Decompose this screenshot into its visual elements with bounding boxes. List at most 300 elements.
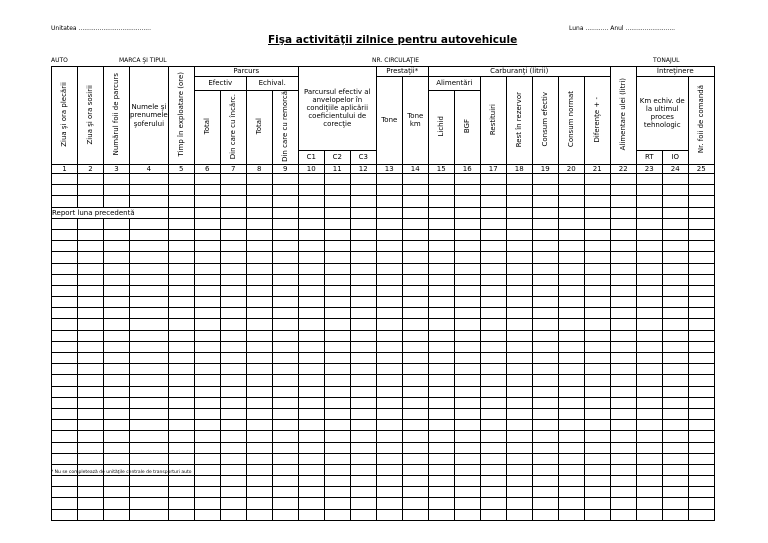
- table-cell[interactable]: [402, 453, 428, 464]
- table-cell[interactable]: [662, 229, 688, 240]
- table-cell[interactable]: [78, 453, 104, 464]
- table-cell[interactable]: [324, 375, 350, 386]
- table-cell[interactable]: [454, 274, 480, 285]
- table-cell[interactable]: [688, 375, 714, 386]
- table-cell[interactable]: [532, 364, 558, 375]
- table-cell[interactable]: [376, 185, 402, 196]
- table-cell[interactable]: [78, 174, 104, 185]
- table-cell[interactable]: [298, 330, 324, 341]
- table-cell[interactable]: [688, 476, 714, 487]
- table-cell[interactable]: [610, 498, 636, 509]
- table-cell[interactable]: [194, 431, 220, 442]
- table-cell[interactable]: [130, 229, 169, 240]
- table-cell[interactable]: [480, 420, 506, 431]
- table-cell[interactable]: [376, 476, 402, 487]
- table-cell[interactable]: [52, 341, 78, 352]
- table-cell[interactable]: [130, 498, 169, 509]
- table-cell[interactable]: [610, 185, 636, 196]
- table-cell[interactable]: [194, 229, 220, 240]
- table-cell[interactable]: [298, 364, 324, 375]
- table-cell[interactable]: [376, 408, 402, 419]
- table-cell[interactable]: [402, 487, 428, 498]
- table-cell[interactable]: [402, 509, 428, 520]
- table-cell[interactable]: [194, 498, 220, 509]
- table-cell[interactable]: [584, 174, 610, 185]
- table-cell[interactable]: [636, 174, 662, 185]
- table-cell[interactable]: [532, 453, 558, 464]
- table-cell[interactable]: [78, 364, 104, 375]
- table-cell[interactable]: [324, 498, 350, 509]
- table-cell[interactable]: [610, 487, 636, 498]
- table-cell[interactable]: [104, 308, 130, 319]
- table-cell[interactable]: [688, 498, 714, 509]
- table-cell[interactable]: [78, 341, 104, 352]
- table-cell[interactable]: [688, 330, 714, 341]
- table-cell[interactable]: [688, 274, 714, 285]
- table-cell[interactable]: [532, 353, 558, 364]
- table-cell[interactable]: [220, 263, 246, 274]
- table-cell[interactable]: [350, 218, 376, 229]
- table-cell[interactable]: [402, 274, 428, 285]
- table-cell[interactable]: [454, 185, 480, 196]
- table-cell[interactable]: [376, 386, 402, 397]
- table-cell[interactable]: [428, 464, 454, 475]
- table-cell[interactable]: [52, 218, 78, 229]
- table-cell[interactable]: [104, 386, 130, 397]
- table-cell[interactable]: [584, 353, 610, 364]
- table-cell[interactable]: [506, 319, 532, 330]
- table-cell[interactable]: [220, 408, 246, 419]
- table-cell[interactable]: [506, 487, 532, 498]
- table-cell[interactable]: [610, 397, 636, 408]
- table-cell[interactable]: [584, 319, 610, 330]
- table-cell[interactable]: [610, 408, 636, 419]
- table-cell[interactable]: [78, 330, 104, 341]
- table-cell[interactable]: [662, 442, 688, 453]
- table-cell[interactable]: [376, 509, 402, 520]
- table-cell[interactable]: [688, 174, 714, 185]
- table-cell[interactable]: [532, 174, 558, 185]
- table-cell[interactable]: [610, 375, 636, 386]
- table-cell[interactable]: [130, 218, 169, 229]
- table-cell[interactable]: [584, 274, 610, 285]
- table-cell[interactable]: [428, 408, 454, 419]
- table-cell[interactable]: [584, 196, 610, 207]
- table-cell[interactable]: [104, 364, 130, 375]
- table-cell[interactable]: [636, 330, 662, 341]
- table-cell[interactable]: [532, 431, 558, 442]
- table-cell[interactable]: [428, 196, 454, 207]
- table-cell[interactable]: [428, 218, 454, 229]
- table-cell[interactable]: [558, 319, 584, 330]
- table-cell[interactable]: [272, 364, 298, 375]
- table-cell[interactable]: [688, 229, 714, 240]
- table-cell[interactable]: [506, 207, 532, 218]
- table-cell[interactable]: [558, 408, 584, 419]
- table-cell[interactable]: [104, 498, 130, 509]
- table-cell[interactable]: [104, 420, 130, 431]
- table-cell[interactable]: [298, 185, 324, 196]
- table-cell[interactable]: [480, 464, 506, 475]
- table-cell[interactable]: [480, 218, 506, 229]
- table-cell[interactable]: [130, 431, 169, 442]
- table-cell[interactable]: [350, 453, 376, 464]
- table-cell[interactable]: [532, 185, 558, 196]
- table-cell[interactable]: [506, 464, 532, 475]
- table-cell[interactable]: [662, 196, 688, 207]
- table-cell[interactable]: [688, 487, 714, 498]
- table-cell[interactable]: [220, 498, 246, 509]
- table-cell[interactable]: [246, 386, 272, 397]
- table-cell[interactable]: [402, 408, 428, 419]
- table-cell[interactable]: [610, 252, 636, 263]
- table-cell[interactable]: [454, 464, 480, 475]
- table-cell[interactable]: [298, 308, 324, 319]
- table-cell[interactable]: [324, 420, 350, 431]
- table-cell[interactable]: [558, 364, 584, 375]
- table-cell[interactable]: [324, 431, 350, 442]
- table-cell[interactable]: [78, 498, 104, 509]
- table-cell[interactable]: [402, 319, 428, 330]
- table-cell[interactable]: [350, 174, 376, 185]
- table-cell[interactable]: [272, 207, 298, 218]
- table-cell[interactable]: [324, 509, 350, 520]
- table-cell[interactable]: [480, 207, 506, 218]
- table-cell[interactable]: [52, 487, 78, 498]
- table-cell[interactable]: [558, 308, 584, 319]
- table-cell[interactable]: [376, 375, 402, 386]
- table-cell[interactable]: [610, 364, 636, 375]
- table-cell[interactable]: [610, 353, 636, 364]
- table-cell[interactable]: [662, 218, 688, 229]
- table-cell[interactable]: [324, 408, 350, 419]
- table-cell[interactable]: [688, 241, 714, 252]
- table-cell[interactable]: [636, 386, 662, 397]
- table-cell[interactable]: [402, 476, 428, 487]
- table-cell[interactable]: [168, 308, 194, 319]
- table-cell[interactable]: [688, 431, 714, 442]
- table-cell[interactable]: [350, 487, 376, 498]
- table-cell[interactable]: [688, 196, 714, 207]
- table-cell[interactable]: [130, 341, 169, 352]
- table-cell[interactable]: [558, 196, 584, 207]
- table-cell[interactable]: [194, 174, 220, 185]
- table-cell[interactable]: [532, 386, 558, 397]
- table-cell[interactable]: [52, 263, 78, 274]
- table-cell[interactable]: [78, 185, 104, 196]
- table-cell[interactable]: [168, 386, 194, 397]
- table-cell[interactable]: [480, 241, 506, 252]
- table-cell[interactable]: [350, 274, 376, 285]
- table-cell[interactable]: [402, 397, 428, 408]
- table-cell[interactable]: [558, 397, 584, 408]
- table-cell[interactable]: [52, 229, 78, 240]
- table-cell[interactable]: [350, 185, 376, 196]
- table-cell[interactable]: [130, 319, 169, 330]
- table-cell[interactable]: [246, 297, 272, 308]
- table-cell[interactable]: [558, 285, 584, 296]
- table-cell[interactable]: [130, 353, 169, 364]
- table-cell[interactable]: [78, 285, 104, 296]
- table-cell[interactable]: [272, 218, 298, 229]
- table-cell[interactable]: [506, 263, 532, 274]
- table-cell[interactable]: [636, 229, 662, 240]
- table-cell[interactable]: [428, 476, 454, 487]
- table-cell[interactable]: [324, 252, 350, 263]
- table-cell[interactable]: [220, 353, 246, 364]
- table-cell[interactable]: [272, 453, 298, 464]
- table-cell[interactable]: [610, 420, 636, 431]
- table-cell[interactable]: [688, 263, 714, 274]
- table-cell[interactable]: [376, 319, 402, 330]
- table-cell[interactable]: [402, 431, 428, 442]
- table-cell[interactable]: [324, 487, 350, 498]
- table-cell[interactable]: [104, 196, 130, 207]
- table-cell[interactable]: [298, 241, 324, 252]
- table-cell[interactable]: [688, 285, 714, 296]
- table-cell[interactable]: [480, 229, 506, 240]
- table-cell[interactable]: [428, 229, 454, 240]
- table-cell[interactable]: [584, 285, 610, 296]
- table-cell[interactable]: [506, 274, 532, 285]
- table-cell[interactable]: [558, 185, 584, 196]
- table-cell[interactable]: [298, 341, 324, 352]
- table-cell[interactable]: [584, 185, 610, 196]
- table-cell[interactable]: [104, 218, 130, 229]
- table-cell[interactable]: [104, 252, 130, 263]
- table-cell[interactable]: [324, 464, 350, 475]
- table-cell[interactable]: [558, 464, 584, 475]
- table-cell[interactable]: [272, 174, 298, 185]
- table-cell[interactable]: [246, 476, 272, 487]
- table-cell[interactable]: [246, 408, 272, 419]
- table-cell[interactable]: [428, 397, 454, 408]
- table-cell[interactable]: [610, 308, 636, 319]
- table-cell[interactable]: [532, 285, 558, 296]
- table-cell[interactable]: [298, 375, 324, 386]
- table-cell[interactable]: [636, 464, 662, 475]
- table-cell[interactable]: [402, 263, 428, 274]
- table-cell[interactable]: [298, 408, 324, 419]
- table-cell[interactable]: [610, 464, 636, 475]
- table-cell[interactable]: [480, 353, 506, 364]
- table-cell[interactable]: [194, 263, 220, 274]
- table-cell[interactable]: [246, 174, 272, 185]
- table-cell[interactable]: [350, 386, 376, 397]
- table-cell[interactable]: [662, 341, 688, 352]
- table-cell[interactable]: [168, 364, 194, 375]
- table-cell[interactable]: [272, 509, 298, 520]
- table-cell[interactable]: [220, 431, 246, 442]
- table-cell[interactable]: [130, 241, 169, 252]
- table-cell[interactable]: [194, 252, 220, 263]
- table-cell[interactable]: [376, 207, 402, 218]
- table-cell[interactable]: [130, 252, 169, 263]
- table-cell[interactable]: [324, 229, 350, 240]
- table-cell[interactable]: [428, 420, 454, 431]
- table-cell[interactable]: [298, 420, 324, 431]
- table-cell[interactable]: [688, 185, 714, 196]
- table-cell[interactable]: [246, 229, 272, 240]
- table-cell[interactable]: [168, 408, 194, 419]
- table-cell[interactable]: [558, 487, 584, 498]
- table-cell[interactable]: [52, 408, 78, 419]
- table-cell[interactable]: [194, 375, 220, 386]
- table-cell[interactable]: [298, 397, 324, 408]
- table-cell[interactable]: [78, 229, 104, 240]
- table-cell[interactable]: [350, 196, 376, 207]
- table-cell[interactable]: [246, 353, 272, 364]
- table-cell[interactable]: [246, 218, 272, 229]
- table-cell[interactable]: [662, 464, 688, 475]
- table-cell[interactable]: [428, 364, 454, 375]
- table-cell[interactable]: [52, 174, 78, 185]
- table-cell[interactable]: [78, 431, 104, 442]
- table-cell[interactable]: [298, 476, 324, 487]
- table-cell[interactable]: [52, 252, 78, 263]
- table-cell[interactable]: [246, 274, 272, 285]
- table-cell[interactable]: [480, 386, 506, 397]
- table-cell[interactable]: [454, 241, 480, 252]
- table-cell[interactable]: [376, 274, 402, 285]
- table-cell[interactable]: [662, 185, 688, 196]
- table-cell[interactable]: [454, 408, 480, 419]
- table-cell[interactable]: [168, 487, 194, 498]
- table-cell[interactable]: [78, 252, 104, 263]
- table-cell[interactable]: [454, 229, 480, 240]
- table-cell[interactable]: [454, 308, 480, 319]
- table-cell[interactable]: [402, 185, 428, 196]
- table-cell[interactable]: [324, 319, 350, 330]
- table-cell[interactable]: [130, 285, 169, 296]
- table-cell[interactable]: [194, 308, 220, 319]
- table-cell[interactable]: [662, 207, 688, 218]
- table-cell[interactable]: [428, 241, 454, 252]
- table-cell[interactable]: [272, 229, 298, 240]
- table-cell[interactable]: [350, 442, 376, 453]
- table-cell[interactable]: [610, 229, 636, 240]
- table-cell[interactable]: [194, 218, 220, 229]
- table-cell[interactable]: [130, 263, 169, 274]
- table-cell[interactable]: [506, 353, 532, 364]
- table-cell[interactable]: [636, 498, 662, 509]
- table-cell[interactable]: [584, 241, 610, 252]
- table-cell[interactable]: [454, 420, 480, 431]
- table-cell[interactable]: [220, 364, 246, 375]
- table-cell[interactable]: [688, 464, 714, 475]
- table-cell[interactable]: [246, 431, 272, 442]
- table-cell[interactable]: [350, 431, 376, 442]
- table-cell[interactable]: [168, 174, 194, 185]
- table-cell[interactable]: [610, 442, 636, 453]
- table-cell[interactable]: [688, 453, 714, 464]
- table-cell[interactable]: [558, 241, 584, 252]
- table-cell[interactable]: [298, 263, 324, 274]
- table-cell[interactable]: [52, 330, 78, 341]
- table-cell[interactable]: [104, 375, 130, 386]
- table-cell[interactable]: [194, 196, 220, 207]
- table-cell[interactable]: [168, 375, 194, 386]
- table-cell[interactable]: [246, 252, 272, 263]
- table-cell[interactable]: [220, 196, 246, 207]
- table-cell[interactable]: [298, 274, 324, 285]
- table-cell[interactable]: [376, 330, 402, 341]
- table-cell[interactable]: [428, 375, 454, 386]
- table-cell[interactable]: [532, 308, 558, 319]
- table-cell[interactable]: [104, 453, 130, 464]
- table-cell[interactable]: [52, 297, 78, 308]
- table-cell[interactable]: [480, 196, 506, 207]
- table-cell[interactable]: [662, 453, 688, 464]
- table-cell[interactable]: [130, 453, 169, 464]
- table-cell[interactable]: [272, 431, 298, 442]
- table-cell[interactable]: [480, 487, 506, 498]
- table-cell[interactable]: [662, 308, 688, 319]
- table-cell[interactable]: [324, 285, 350, 296]
- table-cell[interactable]: [104, 241, 130, 252]
- table-cell[interactable]: [220, 274, 246, 285]
- table-cell[interactable]: [376, 263, 402, 274]
- table-cell[interactable]: [350, 263, 376, 274]
- table-cell[interactable]: [194, 297, 220, 308]
- table-cell[interactable]: [428, 308, 454, 319]
- table-cell[interactable]: [558, 174, 584, 185]
- table-cell[interactable]: [428, 330, 454, 341]
- table-cell[interactable]: [220, 185, 246, 196]
- table-cell[interactable]: [324, 364, 350, 375]
- table-cell[interactable]: [246, 487, 272, 498]
- table-cell[interactable]: [272, 386, 298, 397]
- table-cell[interactable]: [78, 408, 104, 419]
- table-cell[interactable]: [220, 297, 246, 308]
- table-cell[interactable]: [428, 252, 454, 263]
- table-cell[interactable]: [220, 509, 246, 520]
- table-cell[interactable]: [454, 453, 480, 464]
- table-cell[interactable]: [168, 263, 194, 274]
- table-cell[interactable]: [220, 229, 246, 240]
- table-cell[interactable]: [532, 297, 558, 308]
- table-cell[interactable]: [480, 453, 506, 464]
- table-cell[interactable]: [324, 330, 350, 341]
- table-cell[interactable]: [130, 375, 169, 386]
- table-cell[interactable]: [480, 319, 506, 330]
- table-cell[interactable]: [220, 285, 246, 296]
- table-cell[interactable]: [350, 229, 376, 240]
- table-cell[interactable]: [454, 431, 480, 442]
- table-cell[interactable]: [104, 397, 130, 408]
- table-cell[interactable]: [272, 319, 298, 330]
- table-cell[interactable]: [168, 420, 194, 431]
- table-cell[interactable]: [688, 364, 714, 375]
- table-cell[interactable]: [272, 341, 298, 352]
- table-cell[interactable]: [584, 252, 610, 263]
- table-cell[interactable]: [636, 196, 662, 207]
- table-cell[interactable]: [506, 185, 532, 196]
- table-cell[interactable]: [454, 341, 480, 352]
- table-cell[interactable]: [428, 297, 454, 308]
- table-cell[interactable]: [350, 207, 376, 218]
- table-cell[interactable]: [662, 252, 688, 263]
- table-cell[interactable]: [532, 229, 558, 240]
- table-cell[interactable]: [428, 431, 454, 442]
- table-cell[interactable]: [246, 241, 272, 252]
- table-cell[interactable]: [584, 431, 610, 442]
- table-cell[interactable]: [376, 364, 402, 375]
- table-cell[interactable]: [246, 420, 272, 431]
- table-cell[interactable]: [324, 241, 350, 252]
- table-cell[interactable]: [246, 453, 272, 464]
- table-cell[interactable]: [272, 297, 298, 308]
